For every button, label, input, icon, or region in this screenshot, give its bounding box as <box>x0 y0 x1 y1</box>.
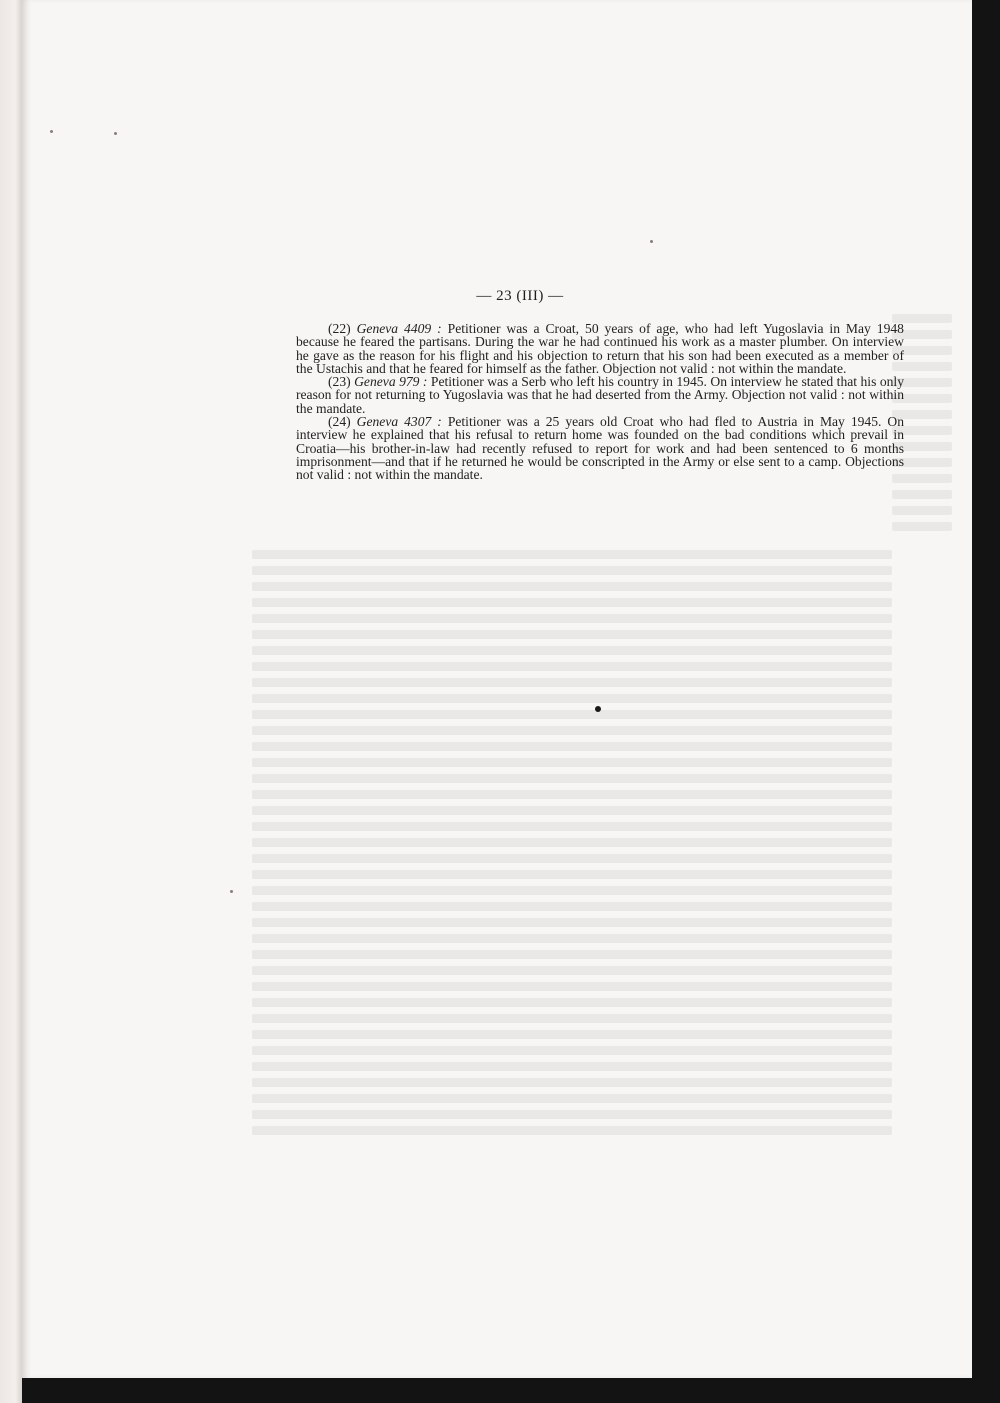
paragraph-23 <box>296 375 904 415</box>
paragraph-24 <box>296 415 904 481</box>
paragraph-number: (22) <box>328 321 351 336</box>
case-reference: Geneva 4307 : <box>356 414 442 430</box>
paper-speck <box>650 240 653 243</box>
paragraph-number: (23) <box>328 374 351 390</box>
case-reference: Geneva 4409 : <box>356 321 442 336</box>
paper-speck <box>230 890 233 893</box>
paper-speck <box>114 132 117 135</box>
page-number: — 23 (III) — <box>476 288 564 304</box>
paragraph-22 <box>296 322 904 375</box>
page-number-header <box>0 288 1000 305</box>
paragraph-number: (24) <box>328 414 351 430</box>
paper-speck <box>50 130 53 133</box>
case-reference: Geneva 979 : <box>354 374 428 390</box>
document-page <box>22 0 972 1378</box>
paragraph-text: Petitioner was a Croat, 50 years of age, who had left Yugoslavia in May 1948 because he feared the partisans. During the war he had continued his work as a master plumber. On interview he gave as the reason for his flight and his objection to return that his son had been executed as a member of the Ustachis and that he feared for himself as the father. Objection not valid : not within the mandate. <box>296 321 904 376</box>
previous-page-edge <box>0 0 22 1403</box>
paragraph-text: Petitioner was a 25 years old Croat who had fled to Austria in May 1945. On interview he explained that his refusal to return home was founded on the bad conditions which prevail in Croatia—his brother-in-law had recently refused to report for work and had been sentenced to 6 months imprisonment—and that if he returned he would be conscripted in the Army or else sent to a camp. Objections not valid : not within the mandate. <box>296 414 905 483</box>
ink-dot <box>595 706 601 712</box>
body-text <box>296 322 904 482</box>
show-through-text <box>22 0 972 1378</box>
paragraph-text: Petitioner was a Serb who left his country in 1945. On interview he stated that his only reason for not returning to Yugoslavia was that he had deserted from the Army. Objection not valid : not within the mandate. <box>296 374 904 416</box>
